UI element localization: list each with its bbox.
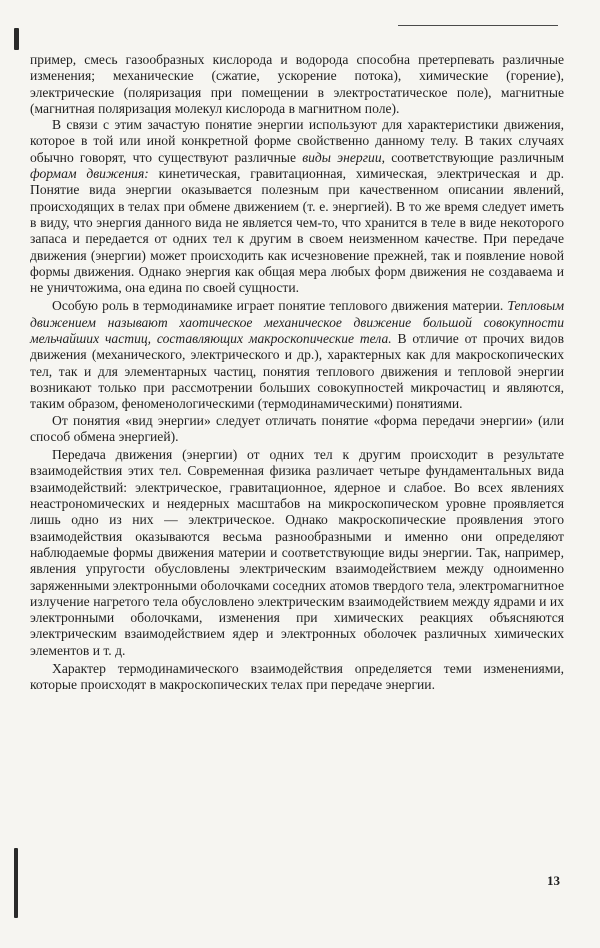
scan-mark	[14, 848, 18, 918]
definition-thermal-motion: Тепловым движением называют хаотическое механическое движение большой совокупности мельчайших частиц, составляющих макроскопические тела.	[30, 298, 564, 347]
page-number: 13	[547, 873, 560, 888]
scan-mark	[14, 28, 19, 50]
header-rule	[398, 25, 558, 26]
paragraph-3: Особую роль в термодинамике играет понятие теплового движения материи. Тепловым движением называют хаотическое механическое движение большой совокупности мельчайших частиц, составляющих макроскопические тела. В отличие от прочих видов движения (механического, электрического и др.), характерных как для макроскопических тел, так и для элементарных частиц, понятия теплового движения и тепловой энергии возникают только при рассмотрении больших совокупностей микрочастиц и являются, таким образом, феноменологическими (термодинамическими) понятиями.	[30, 298, 564, 412]
paragraph-1: пример, смесь газообразных кислорода и водорода способна претерпевать различные изменения; механические (сжатие, ускорение потока), химические (горение), электрические (поляризация при помещении в электростатическое поле), магнитные (магнитная поляризация молекул кислорода в магнитном поле).	[30, 52, 564, 116]
paragraph-5: Передача движения (энергии) от одних тел к другим происходит в результате взаимодействия этих тел. Современная физика различает четыре фундаментальных вида взаимодействий: электрическое, гравитационное, ядерное и слабое. Во всех явлениях неастрономических и неядерных масштабов на микроскопическом уровне проявляется лишь одно из них — электрическое. Однако макроскопические проявления этого взаимодействия оказываются весьма разнообразными и именно они определяют наблюдаемые формы движения материи и соответствующие виды энергии. Так, например, явления упругости обусловлены электрическим взаимодействием между одноименно заряженными электронными оболочками соседних атомов твердого тела, электромагнитное излучение нагретого тела обусловлено электрическим взаимодействием между ядрами и их электронными оболочками, изменения при химических реакциях объясняются электрическим взаимодействием ядер и электронных оболочек различных химических элементов и т. д.	[30, 447, 564, 658]
paragraph-2: В связи с этим зачастую понятие энергии используют для характеристики движения, которое в той или иной конкретной форме свойственно данному телу. В таких случаях обычно говорят, что существуют различные виды энергии, соответствующие различным формам движения: кинетическая, гравитационная, химическая, электрическая и др. Понятие вида энергии оказывается полезным при качественном описании явлений, происходящих в телах при обмене движением (т. е. энергией). В то же время следует иметь в виду, что энергия данного вида не является чем-то, что хранится в теле в виде некоторого запаса и передается от одних тел к другим в своем неизменном качестве. При передаче движения (энергии) может происходить как исчезновение прежней, так и появление новой формы движения. Однако энергия как общая мера любых форм движения не создаваема и не уничтожима, она едина по своей сущности.	[30, 117, 564, 296]
paragraph-6: Характер термодинамического взаимодействия определяется теми изменениями, которые происходят в макроскопических телах при передаче энергии.	[30, 660, 564, 693]
term-motion-forms: формам движения:	[30, 166, 149, 182]
paragraph-4: От понятия «вид энергии» следует отличать понятие «форма передачи энергии» (или способ обмена энергией).	[30, 412, 564, 444]
page-body	[30, 52, 564, 694]
term-energy-kinds: виды энергии	[302, 149, 382, 165]
